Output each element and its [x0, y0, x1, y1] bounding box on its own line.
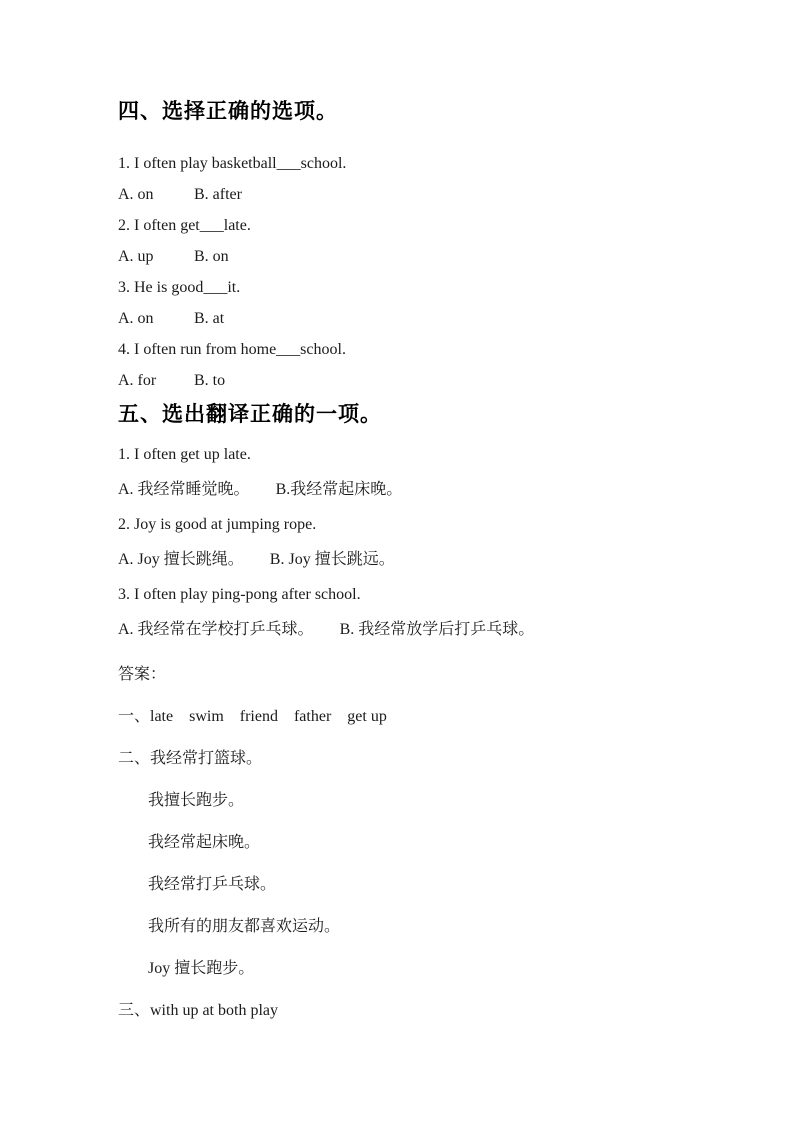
section-4-heading: 四、选择正确的选项。 — [118, 100, 338, 123]
answers-label: 答案： — [118, 666, 167, 683]
option-b: B. after — [194, 186, 242, 203]
options-line — [118, 481, 713, 499]
answers-section — [118, 666, 713, 1020]
answer-line-1: 一、late swim friend father get up — [118, 708, 387, 725]
question-text: 2. I often get___late. — [118, 217, 251, 234]
question-text: 2. Joy is good at jumping rope. — [118, 516, 317, 533]
options-line — [118, 621, 713, 639]
option-b: B. on — [194, 248, 229, 265]
option-a: A. up — [118, 248, 154, 265]
question-text: 4. I often run from home___school. — [118, 341, 346, 358]
question-text: 3. He is good___it. — [118, 279, 241, 296]
answer-line-3: 三、with up at both play — [118, 1002, 278, 1019]
option-b: B. to — [194, 372, 226, 389]
option-a: A. on — [118, 310, 154, 327]
question-text: 3. I often play ping-pong after school. — [118, 586, 361, 603]
options-line — [118, 248, 713, 265]
option-a: A. Joy 擅长跳绳。 — [118, 551, 244, 568]
options-line — [118, 372, 713, 389]
answer-item: 我擅长跑步。 — [148, 792, 245, 809]
section-4 — [118, 100, 713, 389]
option-a: A. on — [118, 186, 154, 203]
options-line — [118, 551, 713, 569]
option-a: A. for — [118, 372, 157, 389]
option-b: B. Joy 擅长跳远。 — [269, 551, 395, 568]
section-5 — [118, 403, 713, 639]
option-a: A. 我经常睡觉晚。 — [118, 481, 250, 498]
option-b: B. at — [194, 310, 225, 327]
answer-item: Joy 擅长跑步。 — [148, 960, 255, 977]
options-line — [118, 186, 713, 203]
question-text: 1. I often get up late. — [118, 446, 251, 463]
option-b: B. 我经常放学后打乒乓球。 — [339, 621, 535, 638]
section-5-heading: 五、选出翻译正确的一项。 — [118, 403, 382, 426]
question-text: 1. I often play basketball___school. — [118, 155, 347, 172]
option-b: B.我经常起床晚。 — [275, 481, 403, 498]
answer-item: 我经常打乒乓球。 — [148, 876, 277, 893]
answer-line-2: 二、我经常打篮球。 — [118, 750, 263, 767]
answer-item: 我所有的朋友都喜欢运动。 — [148, 918, 341, 935]
options-line — [118, 310, 713, 327]
option-a: A. 我经常在学校打乒乓球。 — [118, 621, 314, 638]
answer-item: 我经常起床晚。 — [148, 834, 261, 851]
